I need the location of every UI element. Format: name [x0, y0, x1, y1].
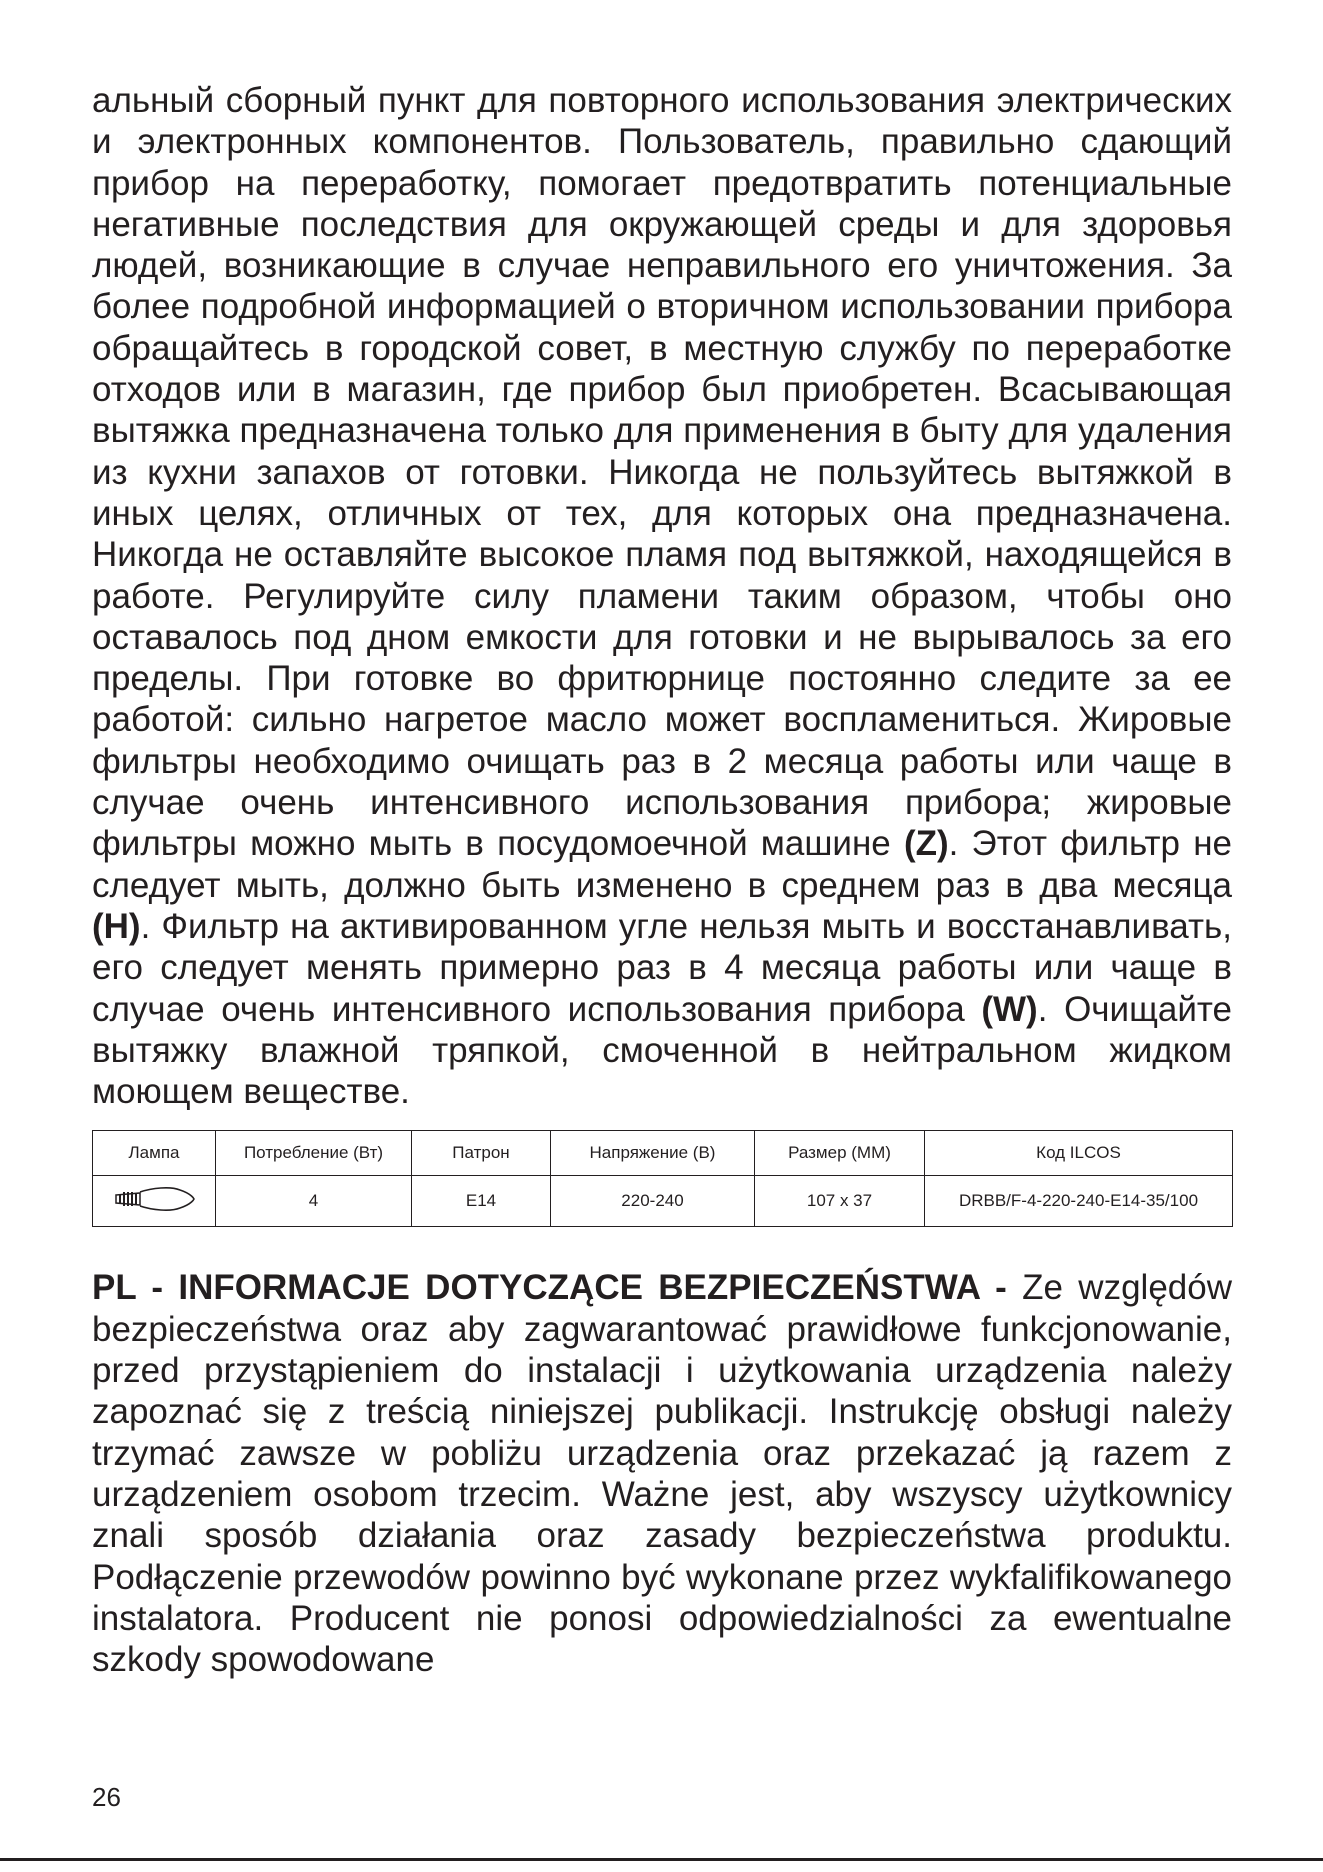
header-voltage: Напряжение (В) [551, 1131, 755, 1176]
header-power: Потребление (Вт) [216, 1131, 412, 1176]
lamp-spec-table [92, 1130, 1233, 1227]
header-ilcos: Код ILCOS [925, 1131, 1233, 1176]
voltage-cell: 220-240 [551, 1176, 755, 1227]
page-content [92, 80, 1232, 1680]
pl-safety-paragraph [92, 1267, 1232, 1680]
ru-text-part-4: . Очищайте вытяжку влажной тряпкой, смоченной в нейтральном жидком моющем веществе. [92, 989, 1232, 1112]
page-number: 26 [92, 1782, 121, 1812]
reference-h: (H) [92, 906, 141, 946]
power-cell: 4 [216, 1176, 412, 1227]
size-cell: 107 x 37 [755, 1176, 925, 1227]
ru-safety-paragraph [92, 80, 1232, 1112]
reference-w: (W) [981, 989, 1038, 1029]
ru-text-part-2: . Этот фильтр не следует мыть, должно быть изменено в среднем раз в два месяца [92, 824, 1233, 905]
ru-text-part-1: альный сборный пункт для повторного использования электрических и электронных компонентов. Пользователь, правильно сдающий прибор на переработку, помогает предотвратить потенциальные негативные последствия для окружающей среды и для здоровья людей, возникающие в случае неправильного его уничтожения. За более подробной информацией о вторичном использовании прибора обращайтесь в городской совет, в местную службу по переработке отходов или в магазин, где прибор был приобретен. Всасывающая вытяжка предназначена только для применения в быту для удаления из кухни запахов от готовки. Никогда не пользуйтесь вытяжкой в иных целях, отличных от тех, для которых она предназначена. Никогда не оставляйте высокое пламя под вытяжкой, находящейся в работе. Регулируйте силу пламени таким образом, чтобы оно оставалось под дном емкости для готовки и не вырывалось за его пределы. При готовке во фритюрнице постоянно следите за ее работой: сильно нагретое масло может воспламениться. Жировые фильтры необходимо очищать раз в 2 месяца работы или чаще в случае очень интенсивного использования прибора; жировые фильтры можно мыть в посудомоечной машине [92, 81, 1232, 864]
bottom-rule [0, 1858, 1323, 1861]
ilcos-cell: DRBB/F-4-220-240-E14-35/100 [925, 1176, 1233, 1227]
table-row [93, 1176, 1233, 1227]
lamp-cell [93, 1176, 216, 1227]
pl-section-heading: PL - INFORMACJE DOTYCZĄCE BEZPIECZEŃSTWA - [92, 1268, 1007, 1308]
header-size: Размер (ММ) [755, 1131, 925, 1176]
header-socket: Патрон [412, 1131, 551, 1176]
reference-z: (Z) [903, 824, 949, 864]
ru-text-part-3: . Фильтр на активированном угле нельзя мыть и восстанавливать, его следует менять примерно раз в 4 месяца работы или чаще в случае очень интенсивного использования прибора [92, 906, 1232, 1029]
table-header-row [93, 1131, 1233, 1176]
candle-bulb-icon [112, 1182, 196, 1216]
socket-cell: E14 [412, 1176, 551, 1227]
header-lamp: Лампа [93, 1131, 216, 1176]
pl-section-text: Ze względów bezpieczeństwa oraz aby zagwarantować prawidłowe funkcjonowanie, przed przystąpieniem do instalacji i użytkowania urządzenia należy zapoznać się z treścią niniejszej publikacji. Instrukcję obsługi należy trzymać zawsze w pobliżu urządzenia oraz przekazać ją razem z urządzeniem osobom trzecim. Ważne jest, aby wszyscy użytkownicy znali sposób działania oraz zasady bezpieczeństwa produktu. Podłączenie przewodów powinno być wykonane przez wykfalifikowanego instalatora. Producent nie ponosi odpowiedzialności za ewentualne szkody spowodowane [92, 1268, 1232, 1680]
